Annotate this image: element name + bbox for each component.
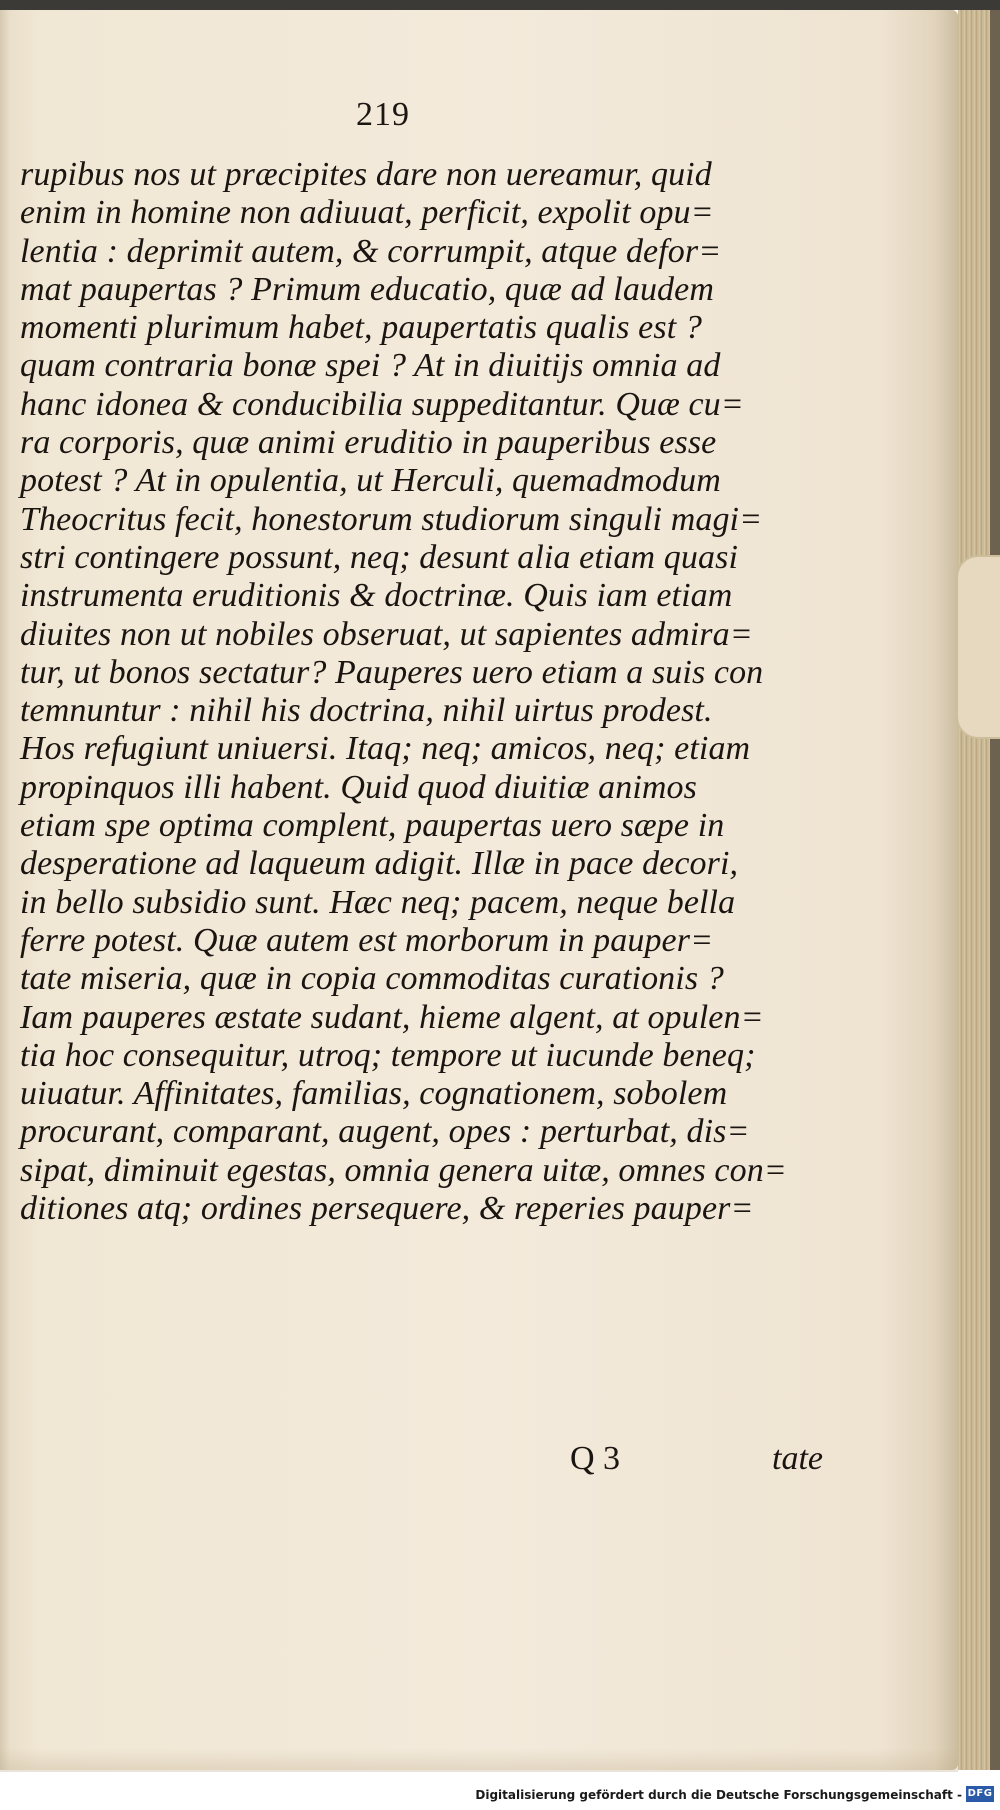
text-line: momenti plurimum habet, paupertatis qualis est ? [20, 309, 702, 347]
text-line: tate miseria, quæ in copia commoditas curationis ? [20, 960, 724, 998]
fore-edge-shadow [990, 10, 1000, 1770]
text-line: tur, ut bonos sectatur? Pauperes uero etiam a suis con [20, 653, 764, 691]
text-line: temnuntur : nihil his doctrina, nihil uirtus prodest. [20, 692, 713, 730]
signature-mark: Q 3 [570, 1440, 621, 1477]
text-line: ferre potest. Quæ autem est morborum in pauper= [20, 921, 714, 959]
top-edge [0, 0, 1000, 10]
text-line: potest ? At in opulentia, ut Herculi, quemadmodum [20, 462, 721, 500]
text-block [20, 156, 820, 1228]
text-line: ra corporis, quæ animi eruditio in pauperibus esse [20, 424, 717, 462]
dfg-logo-icon: DFG [966, 1786, 994, 1802]
text-line: enim in homine non adiuuat, perficit, expolit opu= [20, 194, 714, 232]
text-line: stri contingere possunt, neq; desunt alia etiam quasi [20, 538, 738, 576]
text-line: ditiones atq; ordines persequere, & reperies pauper= [20, 1190, 754, 1228]
text-line: etiam spe optima complent, paupertas uero sæpe in [20, 807, 725, 845]
text-line: lentia : deprimit autem, & corrumpit, atque defor= [20, 232, 722, 270]
text-line: diuites non ut nobiles obseruat, ut sapientes admira= [20, 615, 753, 653]
page-number: 219 [356, 96, 410, 133]
catchword: tate [772, 1440, 823, 1477]
text-line: sipat, diminuit egestas, omnia genera uitæ, omnes con= [20, 1151, 787, 1189]
text-line: hanc idonea & conducibilia suppeditantur. Quæ cu= [20, 385, 744, 423]
signature-row [570, 1440, 830, 1482]
text-line: procurant, comparant, augent, opes : perturbat, dis= [20, 1113, 750, 1151]
text-line: Hos refugiunt uniuersi. Itaq; neq; amicos, neq; etiam [20, 730, 751, 768]
footer-credit: Digitalisierung gefördert durch die Deutsche Forschungsgemeinschaft - [475, 1788, 962, 1802]
text-line: rupibus nos ut præcipites dare non uereamur, quid [20, 156, 712, 193]
text-line: desperatione ad laqueum adigit. Illæ in pace decori, [20, 845, 739, 883]
text-line: Iam pauperes æstate sudant, hieme algent, at opulen= [20, 998, 764, 1036]
text-line: uiuatur. Affinitates, familias, cognationem, sobolem [20, 1075, 728, 1113]
text-line: tia hoc consequitur, utroq; tempore ut iucunde beneq; [20, 1036, 756, 1074]
page-marker-tab [956, 555, 1000, 739]
text-line: instrumenta eruditionis & doctrinæ. Quis iam etiam [20, 577, 733, 615]
text-line: propinquos illi habent. Quid quod diuitiæ animos [20, 768, 697, 806]
text-line: Theocritus fecit, honestorum studiorum singuli magi= [20, 500, 763, 538]
text-line: mat paupertas ? Primum educatio, quæ ad laudem [20, 270, 714, 308]
text-line: in bello subsidio sunt. Hæc neq; pacem, neque bella [20, 883, 736, 921]
text-line: quam contraria bonæ spei ? At in diuitijs omnia ad [20, 347, 721, 385]
